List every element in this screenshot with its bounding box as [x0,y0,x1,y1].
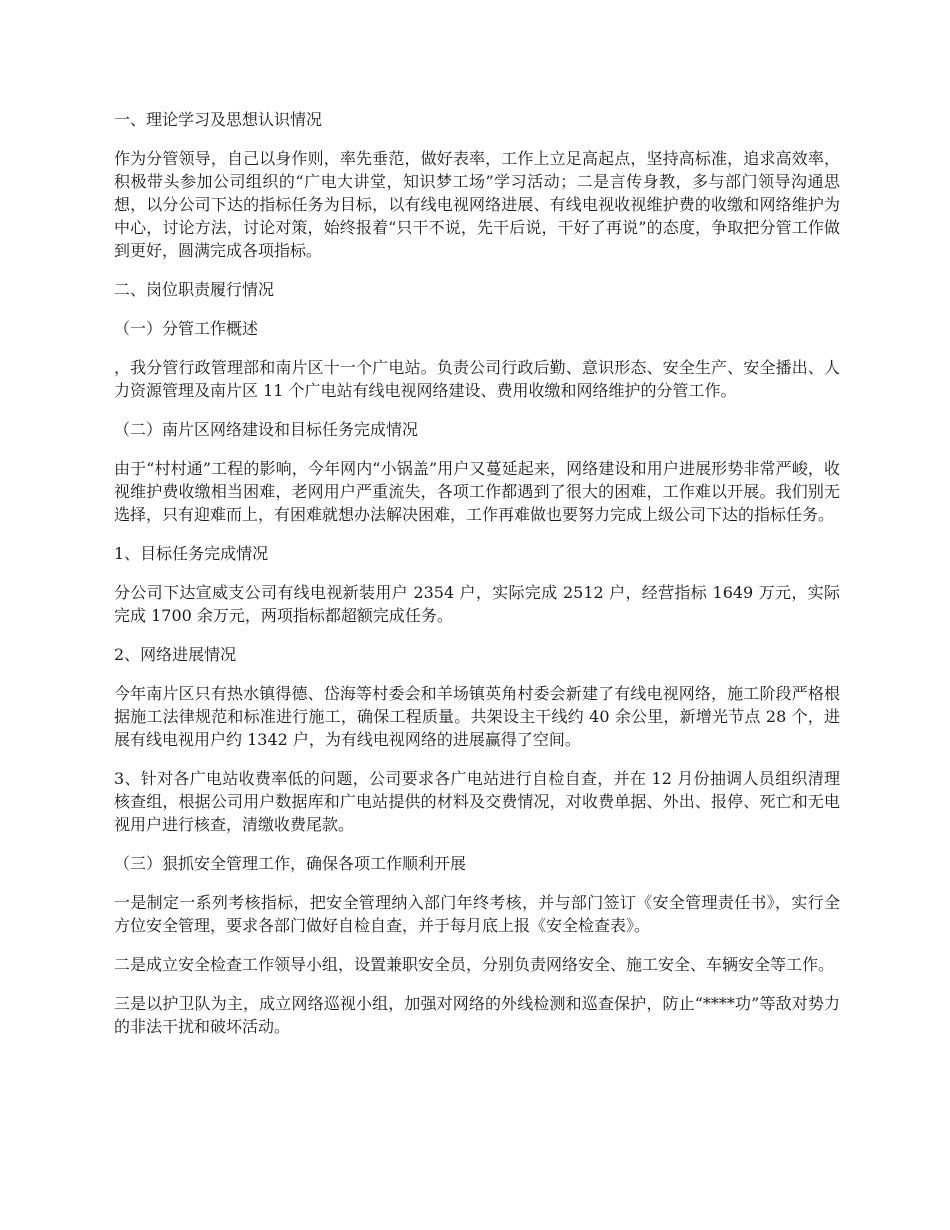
paragraph-network-situation: 由于“村村通”工程的影响，今年网内“小锅盖”用户又蔓延起来，网络建设和用户进展形势非常严峻，收视维护费收缴相当困难，老网用户严重流失，各项工作都遇到了很大的困难，工作难以开展。我们别无选择，只有迎难而上，有困难就想办法解决困难，工作再难做也要努力完成上级公司下达的指标任务。 [114,459,840,524]
section-heading-1: 一、理论学习及思想认识情况 [114,110,323,129]
subsection-heading-1: （一）分管工作概述 [114,319,259,338]
paragraph-safety-3: 三是以护卫队为主，成立网络巡视小组，加强对网络的外线检测和巡查保护，防止“****功”等敌对势力的非法干扰和破坏活动。 [114,994,840,1036]
item-heading-targets: 1、目标任务完成情况 [114,544,269,563]
paragraph-study: 作为分管领导，自己以身作则，率先垂范，做好表率，工作上立足高起点，坚持高标准，追求高效率，积极带头参加公司组织的“广电大讲堂，知识梦工场”学习活动；二是言传身教，多与部门领导沟通思想，以分公司下达的指标任务为目标，以有线电视网络进展、有线电视收视维护费的收缴和网络维护为中心，讨论方法，讨论对策，始终报着“只干不说，先干后说，干好了再说”的态度，争取把分管工作做到更好，圆满完成各项指标。 [114,149,840,260]
paragraph-safety-2: 二是成立安全检查工作领导小组，设置兼职安全员，分别负责网络安全、施工安全、车辆安全等工作。 [114,955,835,974]
paragraph-overview: ，我分管行政管理部和南片区十一个广电站。负责公司行政后勤、意识形态、安全生产、安全播出、人力资源管理及南片区 11 个广电站有线电视网络建设、费用收缴和网络维护的分管工作。 [114,358,840,400]
section-heading-2: 二、岗位职责履行情况 [114,280,275,299]
subsection-heading-2: （二）南片区网络建设和目标任务完成情况 [114,420,419,439]
paragraph-fee-collection: 3、针对各广电站收费率低的问题，公司要求各广电站进行自检自查，并在 12 月份抽调人员组织清理核查组，根据公司用户数据库和广电站提供的材料及交费情况，对收费单据、外出、报停、死亡和无电视用户进行核查，清缴收费尾款。 [114,769,840,834]
item-heading-network: 2、网络进展情况 [114,645,237,664]
subsection-heading-3: （三）狠抓安全管理工作，确保各项工作顺利开展 [114,854,467,873]
paragraph-targets: 分公司下达宣威支公司有线电视新装用户 2354 户，实际完成 2512 户，经营指标 1649 万元，实际完成 1700 余万元，两项指标都超额完成任务。 [114,583,840,625]
paragraph-network-progress: 今年南片区只有热水镇得德、岱海等村委会和羊场镇英角村委会新建了有线电视网络，施工阶段严格根据施工法律规范和标准进行施工，确保工程质量。共架设主干线约 40 余公里，新增光节点 28 个，进展有线电视用户约 1342 户，为有线电视网络的进展赢得了空间。 [114,684,840,749]
paragraph-safety-1: 一是制定一系列考核指标，把安全管理纳入部门年终考核，并与部门签订《安全管理责任书》，实行全方位安全管理，要求各部门做好自检自查，并于每月底上报《安全检查表》。 [114,893,840,935]
